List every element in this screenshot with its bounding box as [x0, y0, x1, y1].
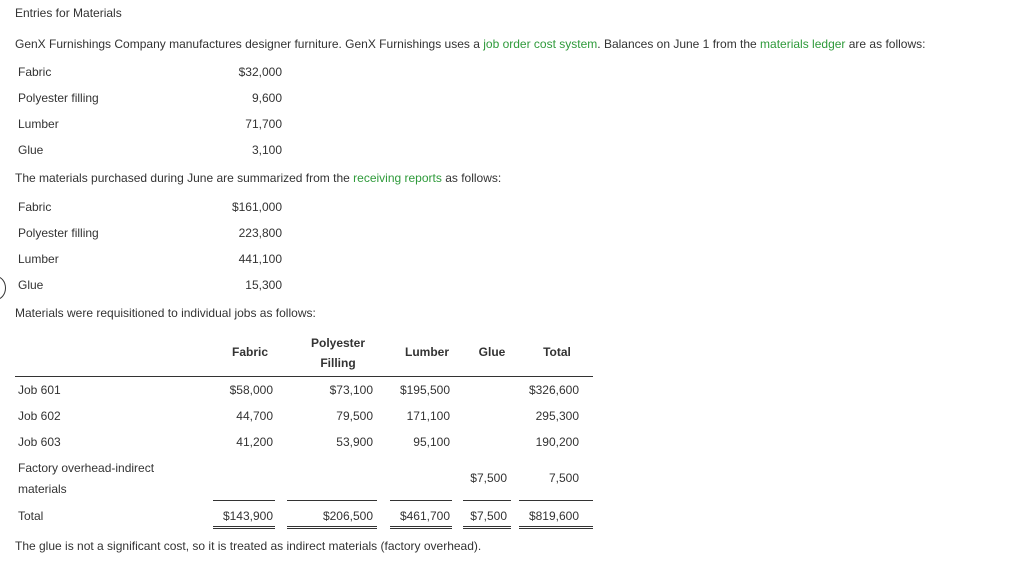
purchase-value-fabric: $161,000: [231, 200, 282, 214]
purchase-value-polyester: 223,800: [238, 226, 282, 240]
page-title: Entries for Materials: [15, 6, 122, 20]
rule-lumber: [390, 500, 452, 501]
row-label-job-601: Job 601: [18, 383, 61, 397]
row-label-job-603: Job 603: [18, 435, 61, 449]
intro-text-after: are as follows:: [845, 37, 926, 51]
intro-paragraph: [15, 37, 925, 51]
cell-total-fabric: $143,900: [222, 509, 273, 523]
rule-glue: [463, 500, 511, 501]
cell-job-602-total: 295,300: [535, 409, 579, 423]
balance-label-lumber: Lumber: [18, 117, 59, 131]
double-rule-polyester: [287, 526, 377, 529]
cell-job-603-fabric: 41,200: [236, 435, 273, 449]
cell-job-602-polyester: 79,500: [336, 409, 373, 423]
cell-job-603-total: 190,200: [535, 435, 579, 449]
balance-label-glue: Glue: [18, 143, 44, 157]
balance-label-polyester: Polyester filling: [18, 91, 99, 105]
double-rule-lumber: [390, 526, 452, 529]
purchase-label-glue: Glue: [18, 278, 44, 292]
footnote: The glue is not a significant cost, so it is treated as indirect materials (factory overhead).: [15, 539, 482, 553]
double-rule-glue: [463, 526, 511, 529]
purchase-label-polyester: Polyester filling: [18, 226, 99, 240]
purchase-value-lumber: 441,100: [238, 252, 282, 266]
cell-job-601-lumber: $195,500: [399, 383, 450, 397]
materials-ledger-link[interactable]: materials ledger: [760, 37, 846, 51]
edge-arc-decoration: [0, 276, 6, 300]
purchase-value-glue: 15,300: [245, 278, 282, 292]
cell-overhead-glue: $7,500: [470, 471, 507, 485]
header-fabric: Fabric: [231, 345, 268, 359]
cell-job-603-polyester: 53,900: [336, 435, 373, 449]
intro-text-middle: . Balances on June 1 from the: [597, 37, 761, 51]
header-rule: [15, 376, 593, 377]
cell-total-lumber: $461,700: [399, 509, 450, 523]
rule-fabric: [213, 500, 275, 501]
receiving-reports-link[interactable]: receiving reports: [353, 171, 442, 185]
balance-label-fabric: Fabric: [18, 65, 52, 79]
row-label-job-602: Job 602: [18, 409, 61, 423]
purchases-intro: [15, 171, 501, 185]
intro-text-before: GenX Furnishings Company manufactures designer furniture. GenX Furnishings uses a: [15, 37, 484, 51]
double-rule-fabric: [213, 526, 275, 529]
balance-value-glue: 3,100: [251, 143, 282, 157]
row-label-factory-overhead-line1: Factory overhead-indirect: [18, 461, 155, 475]
header-polyester-line2: Filling: [320, 356, 356, 370]
purchases-text-after: as follows:: [441, 171, 502, 185]
row-label-factory-overhead-line2: materials: [18, 482, 67, 496]
header-polyester-line1: Polyester: [310, 336, 366, 350]
balance-value-polyester: 9,600: [251, 91, 282, 105]
header-glue: Glue: [478, 345, 506, 359]
job-order-cost-system-link[interactable]: job order cost system: [483, 37, 598, 51]
double-rule-total: [519, 526, 593, 529]
purchase-label-fabric: Fabric: [18, 200, 52, 214]
cell-total-glue: $7,500: [470, 509, 507, 523]
cell-total-polyester: $206,500: [322, 509, 373, 523]
cell-job-602-lumber: 171,100: [406, 409, 450, 423]
row-label-total: Total: [18, 509, 44, 523]
cell-total-total: $819,600: [528, 509, 579, 523]
cell-job-601-polyester: $73,100: [329, 383, 373, 397]
balance-value-fabric: $32,000: [238, 65, 282, 79]
header-lumber: Lumber: [404, 345, 449, 359]
cell-job-603-lumber: 95,100: [413, 435, 450, 449]
cell-job-602-fabric: 44,700: [236, 409, 273, 423]
header-total: Total: [543, 345, 571, 359]
cell-overhead-total: 7,500: [548, 471, 579, 485]
balance-value-lumber: 71,700: [245, 117, 282, 131]
cell-job-601-total: $326,600: [528, 383, 579, 397]
purchases-text-before: The materials purchased during June are summarized from the: [15, 171, 354, 185]
requisition-intro: Materials were requisitioned to individual jobs as follows:: [15, 306, 316, 320]
rule-polyester: [287, 500, 377, 501]
cell-job-601-fabric: $58,000: [229, 383, 273, 397]
purchase-label-lumber: Lumber: [18, 252, 59, 266]
rule-total: [519, 500, 593, 501]
